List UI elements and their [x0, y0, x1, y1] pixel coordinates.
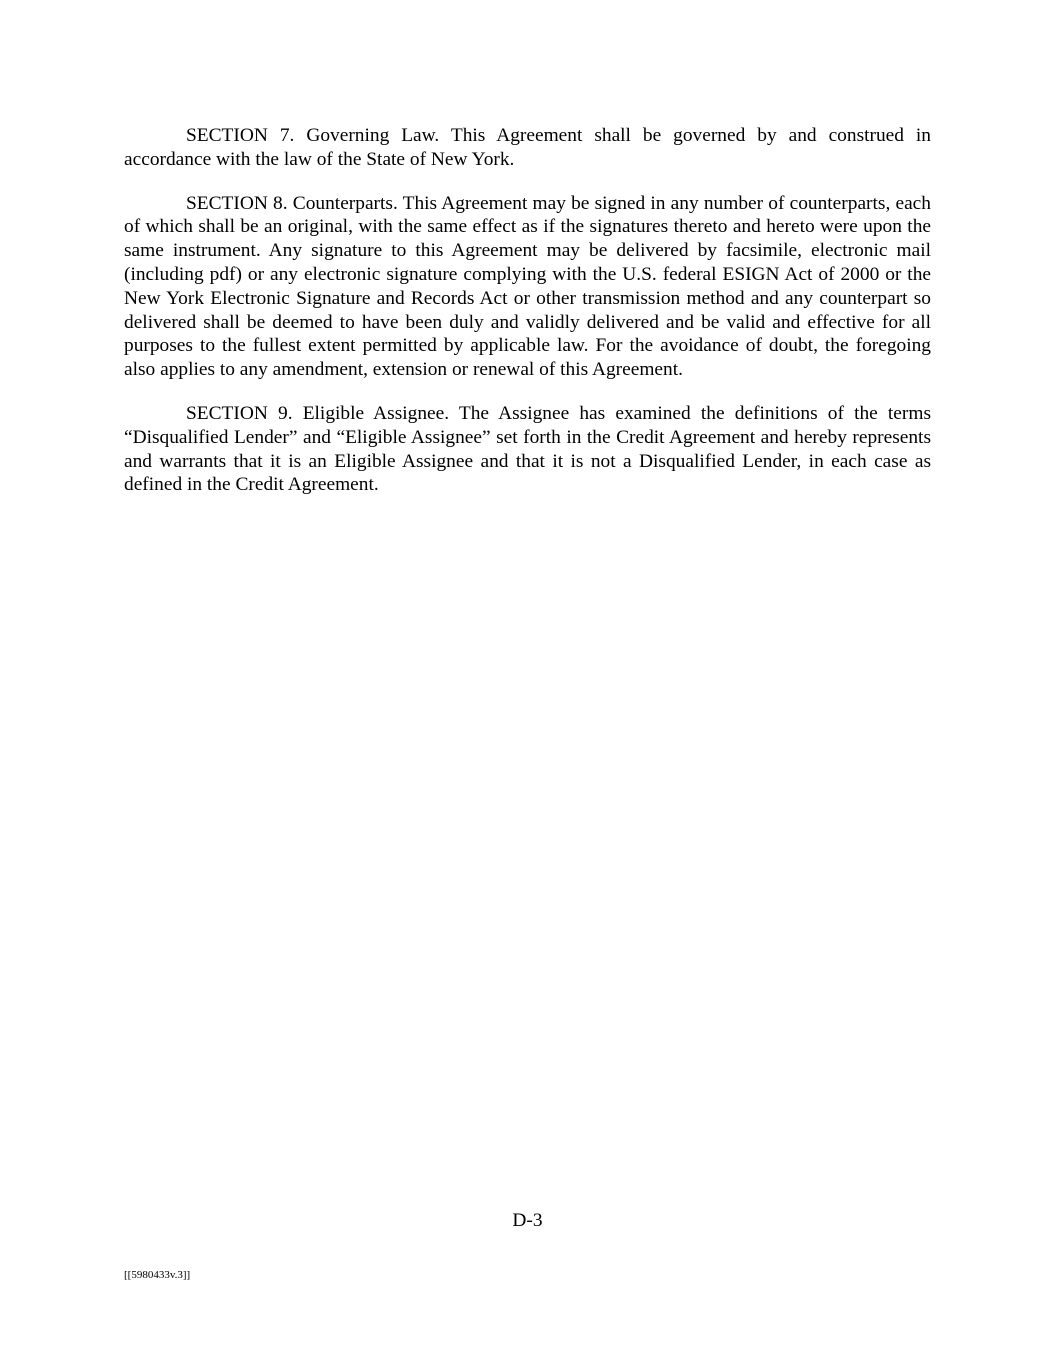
document-id-footer: [[5980433v.3]] [124, 1269, 191, 1281]
section-9-paragraph: SECTION 9. Eligible Assignee. The Assignee has examined the definitions of the terms “Disqualified Lender” and “Eligible Assignee” set forth in the Credit Agreement and hereby represents and warrants that it is an Eligible Assignee and that it is not a Disqualified Lender, in each case as defined in the Credit Agreement. [124, 402, 931, 496]
section-7-paragraph: SECTION 7. Governing Law. This Agreement shall be governed by and construed in accordance with the law of the State of New York. [124, 125, 931, 170]
document-body [124, 124, 931, 517]
section-8-paragraph: SECTION 8. Counterparts. This Agreement may be signed in any number of counterparts, each of which shall be an original, with the same effect as if the signatures thereto and hereto were upon the same instrument. Any signature to this Agreement may be delivered by facsimile, electronic mail (including pdf) or any electronic signature complying with the U.S. federal ESIGN Act of 2000 or the New York Electronic Signature and Records Act or other transmission method and any counterpart so delivered shall be deemed to have been duly and validly delivered and be valid and effective for all purposes to the fullest extent permitted by applicable law. For the avoidance of doubt, the foregoing also applies to any amendment, extension or renewal of this Agreement. [124, 192, 931, 381]
page-number: D-3 [512, 1210, 543, 1231]
